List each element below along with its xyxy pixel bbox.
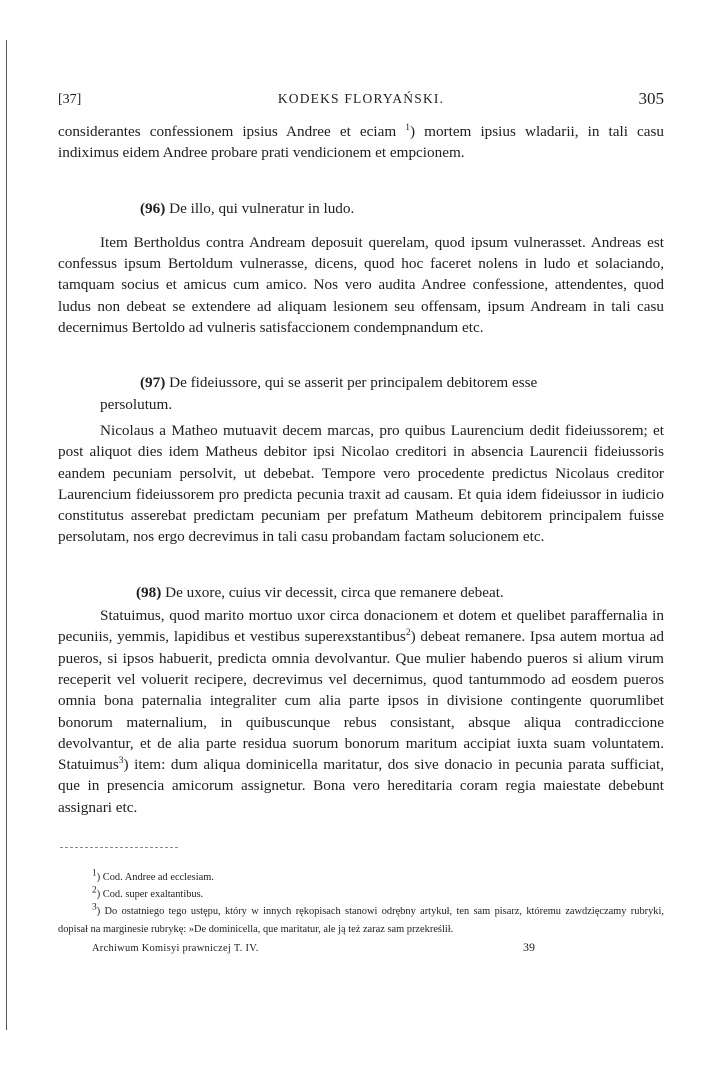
footnote-text: ) Do ostatniego tego ustępu, który w innych rękopisach stanowi odrębny artykuł, ten sam pisarz, któremu zawdzięczamy rubryki, dopisał na marginesie rubrykę: »De dominicella, que maritatur, ale ją też zaraz sam przekreślił. — [58, 906, 664, 935]
article-number: (98) — [136, 583, 162, 601]
note-reference-1: 1 — [405, 122, 410, 133]
footnote-divider — [60, 847, 178, 849]
article-body-96: Item Bertholdus contra Andream deposuit querelam, quod ipsum vulnerasset. Andreas est confessus ipsum Bertoldum vulnerasse, dicens, quod hoc faceret nolens in ludo et solaciando, tamquam socius et amicus cum amico. Nos vero audita Andree confessione, attendentes, quod ludus non debeat se extendere ad aliquam lesionem seu offensam, ipsum Andream in tali casu decernimus Bertoldo ad vulneris satisfaccionem condempnandum etc. — [58, 233, 664, 337]
article-number: (96) — [140, 199, 166, 217]
body-part: ) debeat remanere. Ipsa autem mortua ad pueros, si ipsos habuerit, predicta omnia devolvantur. Que mulier habendo pueros si alium virum receperit vel voluerit recipere, decrevimus vel decernimus, quod tantummodo ad eosdem pueros omnia bona paternalia integraliter cum alia parte ipsos in divisione contingente quorumlibet bonorum maternalium, in quibuscunque rebus consistant, absque aliqua contradiccione devolvantur, et de alia parte residua suorum bonorum maritum accipiat iuxta suam voluntatem. Statuimus — [58, 628, 664, 774]
footnotes — [58, 869, 664, 956]
article-number: (97) — [140, 374, 166, 392]
page-footer — [58, 940, 664, 956]
section-number: [37] — [58, 92, 82, 107]
article-heading-97 — [58, 372, 664, 415]
body-part: Statuimus, quod marito mortuo uxor circa donacionem et dotem et quelibet paraffernalia in pecuniis, yemmis, lapidibus et vestibus superexstantibus — [58, 607, 664, 646]
sheet-number: 39 — [523, 939, 535, 954]
note-reference-2: 2 — [405, 628, 411, 639]
note-reference-3: 3 — [118, 756, 124, 767]
page-header — [58, 84, 664, 112]
article-heading-98 — [58, 582, 664, 603]
page-number: 305 — [638, 89, 664, 108]
footnote-2 — [58, 886, 664, 903]
article-title: De fideiussore, qui se asserit per principalem debitorem esse — [169, 374, 538, 392]
article-title-cont: persolutum. — [100, 395, 173, 413]
book-page — [58, 84, 664, 956]
footnote-1 — [58, 869, 664, 886]
article-body-97: Nicolaus a Matheo mutuavit decem marcas, pro quibus Laurencium dedit fideiussorem; et post aliquot dies idem Matheus debitor ipsi Nicolao creditori in absencia Laurencii fideiussoris eandem pecuniam persolvit, ut debebat. Tempore vero procedente predictus Nicolaus creditor Laurencium fideiussorem pro predicta pecunia traxit ad causam. Et quia idem fideiussor in iudicio constitutus asserebat predictam pecuniam per prefatum Matheum debitorem principalem fuisse persolutam, nos ergo decrevimus in tali casu probandam factam solucionem etc. — [58, 421, 664, 546]
footnote-text: ) Cod. super exaltantibus. — [96, 889, 204, 901]
binding-edge-line — [6, 40, 7, 1030]
footnote-mark: 1 — [92, 868, 97, 879]
article-title: De uxore, cuius vir decessit, circa que remanere debeat. — [165, 583, 504, 601]
archive-signature: Archiwum Komisyi prawniczej T. IV. — [92, 942, 259, 954]
opening-text-cont: ) mortem ipsius wladarii, in tali casu indiximus eidem Andree probare prati vendicionem et empcionem. — [58, 123, 665, 162]
footnote-mark: 3 — [92, 902, 97, 913]
article-title: De illo, qui vulneratur in ludo. — [169, 199, 355, 217]
body-part: ) item: dum aliqua dominicella maritatur, dos sive donacio in pecunia parata sufficiat, que in presencia amicorum assignetur. Bona vero hereditaria coram regia maiestate debebunt assignari etc. — [58, 756, 664, 816]
article-heading-96 — [58, 198, 664, 219]
footnote-text: ) Cod. Andree ad ecclesiam. — [96, 872, 214, 884]
footnote-mark: 2 — [92, 885, 97, 896]
running-title: KODEKS FLORYAŃSKI. — [277, 91, 445, 106]
article-body-98 — [58, 605, 664, 818]
opening-text: considerantes confessionem ipsius Andree et eciam — [58, 123, 397, 140]
opening-paragraph — [58, 121, 664, 164]
footnote-3 — [58, 903, 664, 937]
